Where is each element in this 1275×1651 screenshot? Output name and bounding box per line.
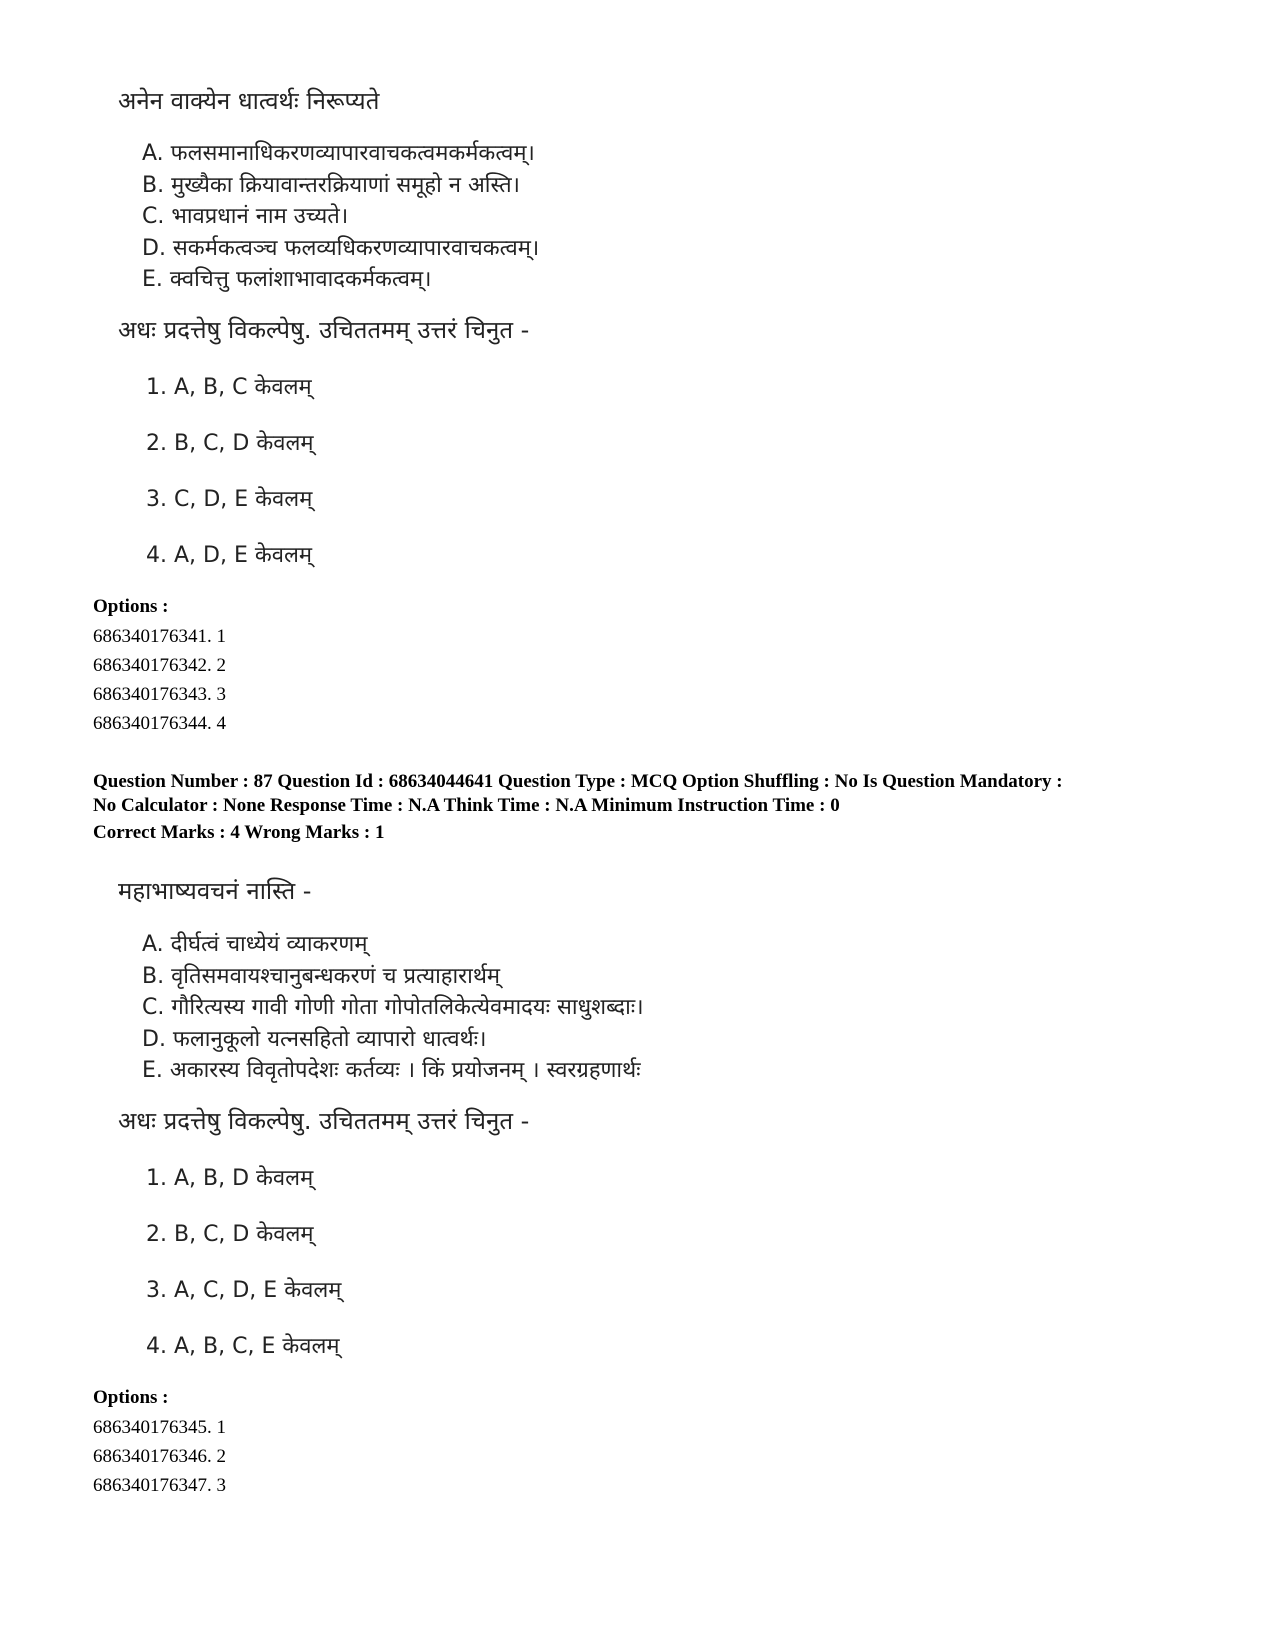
- q87-instruction: अधः प्रदत्तेषु विकल्पेषु. उचिततमम् उत्तरं चिनुत -: [118, 1107, 530, 1135]
- q87-statement-a: A. दीर्घत्वं चाध्येयं व्याकरणम्: [142, 932, 368, 957]
- q86-option-3: 686340176343. 3: [93, 684, 226, 705]
- q87-option-2: 686340176346. 2: [93, 1446, 226, 1467]
- q87-options-list: [93, 1413, 226, 1500]
- q86-option-4: 686340176344. 4: [93, 713, 226, 734]
- q86-instruction: अधः प्रदत्तेषु विकल्पेषु. उचिततमम् उत्तरं चिनुत -: [118, 316, 530, 344]
- q87-statement-c: C. गौरित्यस्य गावी गोणी गोता गोपोतलिकेत्येवमादयः साधुशब्दाः।: [142, 995, 644, 1020]
- q87-choice-3: 3. A, C, D, E केवलम्: [146, 1278, 342, 1303]
- q86-stem: अनेन वाक्येन धात्वर्थः निरूप्यते: [118, 87, 380, 115]
- q86-choice-4: 4. A, D, E केवलम्: [146, 543, 313, 568]
- q86-options-list: [93, 622, 226, 738]
- q86-choice-2: 2. B, C, D केवलम्: [146, 431, 314, 456]
- q86-statement-c: C. भावप्रधानं नाम उच्यते।: [142, 204, 349, 229]
- q86-choice-1: 1. A, B, C केवलम्: [146, 375, 312, 400]
- q87-options-label: Options :: [93, 1387, 169, 1408]
- q86-statement-a: A. फलसमानाधिकरणव्यापारवाचकत्वमकर्मकत्वम्।: [142, 141, 535, 166]
- q86-option-2: 686340176342. 2: [93, 655, 226, 676]
- q86-statement-e: E. क्वचित्तु फलांशाभावादकर्मकत्वम्।: [142, 267, 432, 292]
- q87-stem: महाभाष्यवचनं नास्ति -: [118, 877, 312, 905]
- q86-option-1: 686340176341. 1: [93, 626, 226, 647]
- q87-choice-2: 2. B, C, D केवलम्: [146, 1222, 314, 1247]
- q87-statement-list: [142, 929, 644, 1087]
- q87-option-1: 686340176345. 1: [93, 1417, 226, 1438]
- q87-statement-d: D. फलानुकूलो यत्नसहितो व्यापारो धात्वर्थः।: [142, 1026, 487, 1052]
- q86-statement-d: D. सकर्मकत्वञ्च फलव्यधिकरणव्यापारवाचकत्वम्।: [142, 235, 540, 261]
- q87-header: [93, 770, 1203, 818]
- q86-choice-3: 3. C, D, E केवलम्: [146, 487, 313, 512]
- q86-options-label: Options :: [93, 596, 169, 617]
- q86-statement-list: [142, 138, 539, 296]
- q87-marks: Correct Marks : 4 Wrong Marks : 1: [93, 822, 385, 843]
- q87-choice-4: 4. A, B, C, E केवलम्: [146, 1334, 340, 1359]
- q87-option-3: 686340176347. 3: [93, 1475, 226, 1496]
- q87-header-line2: No Calculator : None Response Time : N.A Think Time : N.A Minimum Instruction Time : 0: [93, 795, 840, 816]
- q87-choice-1: 1. A, B, D केवलम्: [146, 1166, 314, 1191]
- q87-header-line1: Question Number : 87 Question Id : 68634044641 Question Type : MCQ Option Shuffling : No Is Question Mandatory :: [93, 771, 1063, 792]
- q87-statement-b: B. वृतिसमवायश्चानुबन्धकरणं च प्रत्याहारार्थम्: [142, 963, 501, 989]
- q87-statement-e: E. अकारस्य विवृतोपदेशः कर्तव्यः । किं प्रयोजनम् । स्वरग्रहणार्थः: [142, 1058, 641, 1083]
- q86-statement-b: B. मुख्यैका क्रियावान्तरक्रियाणां समूहो न अस्ति।: [142, 172, 520, 198]
